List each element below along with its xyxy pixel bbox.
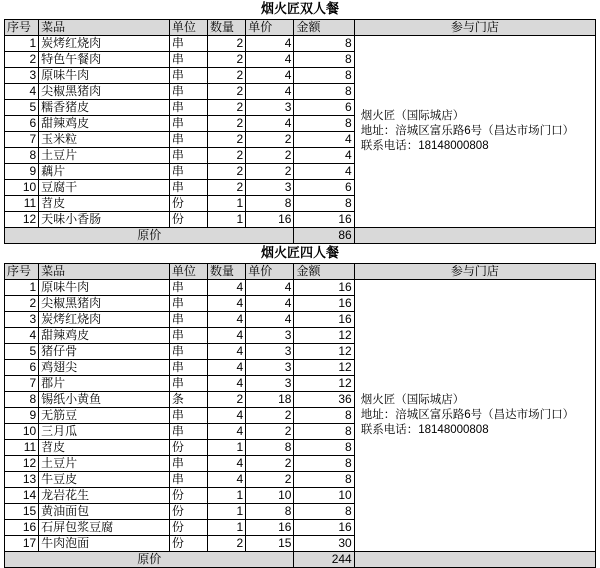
cell-index: 14 [5,488,39,504]
cell-index: 7 [5,132,39,148]
cell-index: 2 [5,296,39,312]
cell-index: 3 [5,68,39,84]
cell-price: 4 [246,280,294,296]
cell-dish: 苕皮 [39,196,170,212]
cell-qty: 4 [208,408,246,424]
cell-price: 4 [246,84,294,100]
cell-amount: 8 [294,196,354,212]
cell-price: 2 [246,164,294,180]
cell-price: 18 [246,392,294,408]
cell-dish: 甜辣鸡皮 [39,328,170,344]
cell-qty: 2 [208,68,246,84]
cell-unit: 串 [169,116,207,132]
column-header-qty: 数量 [208,20,246,36]
store-phone: 联系电话：18148000808 [360,424,489,436]
cell-index: 5 [5,100,39,116]
cell-dish: 尖椒黑猪肉 [39,84,170,100]
cell-dish: 牛肉泡面 [39,536,170,552]
cell-price: 4 [246,52,294,68]
cell-index: 12 [5,212,39,228]
cell-price: 3 [246,328,294,344]
table-row [5,280,596,296]
cell-dish: 土豆片 [39,148,170,164]
cell-qty: 4 [208,280,246,296]
cell-unit: 串 [169,100,207,116]
table-header-row [5,264,596,280]
cell-price: 2 [246,472,294,488]
cell-price: 4 [246,116,294,132]
cell-qty: 2 [208,116,246,132]
cell-unit: 串 [169,472,207,488]
cell-dish: 原味牛肉 [39,68,170,84]
cell-unit: 串 [169,344,207,360]
cell-qty: 2 [208,180,246,196]
cell-dish: 原味牛肉 [39,280,170,296]
table-header-2 [5,264,596,280]
cell-dish: 玉米粒 [39,132,170,148]
cell-qty: 1 [208,504,246,520]
column-header-index: 序号 [5,264,39,280]
cell-price: 2 [246,408,294,424]
cell-amount: 12 [294,360,354,376]
store-address: 地址：涪城区富乐路6号（昌达市场门口） [360,409,575,421]
cell-amount: 8 [294,52,354,68]
cell-unit: 份 [169,196,207,212]
cell-price: 10 [246,488,294,504]
cell-index: 6 [5,360,39,376]
cell-price: 8 [246,196,294,212]
cell-price: 4 [246,68,294,84]
cell-qty: 4 [208,328,246,344]
cell-qty: 2 [208,52,246,68]
cell-amount: 30 [294,536,354,552]
cell-price: 8 [246,504,294,520]
cell-unit: 份 [169,504,207,520]
cell-amount: 8 [294,408,354,424]
cell-index: 4 [5,84,39,100]
cell-amount: 6 [294,180,354,196]
column-header-price: 单价 [246,20,294,36]
cell-unit: 份 [169,440,207,456]
cell-price: 3 [246,376,294,392]
cell-price: 16 [246,520,294,536]
cell-dish: 糯香猪皮 [39,100,170,116]
cell-amount: 8 [294,504,354,520]
cell-price: 3 [246,344,294,360]
cell-amount: 6 [294,100,354,116]
store-address: 地址：涪城区富乐路6号（昌达市场门口） [360,125,575,137]
cell-qty: 1 [208,212,246,228]
store-name: 烟火匠（国际城店） [360,394,465,406]
cell-index: 5 [5,344,39,360]
cell-index: 10 [5,180,39,196]
cell-amount: 16 [294,280,354,296]
cell-price: 2 [246,132,294,148]
cell-unit: 串 [169,296,207,312]
column-header-unit: 单位 [169,20,207,36]
cell-dish: 豆腐干 [39,180,170,196]
cell-qty: 4 [208,424,246,440]
cell-unit: 串 [169,36,207,52]
cell-price: 8 [246,440,294,456]
cell-index: 1 [5,36,39,52]
cell-dish: 苕皮 [39,440,170,456]
cell-amount: 4 [294,148,354,164]
total-row [5,228,596,244]
cell-index: 2 [5,52,39,68]
cell-amount: 16 [294,296,354,312]
cell-dish: 锡纸小黄鱼 [39,392,170,408]
column-header-store: 参与门店 [354,264,595,280]
cell-amount: 8 [294,424,354,440]
total-value: 86 [294,228,354,244]
total-blank [354,552,595,568]
cell-price: 3 [246,100,294,116]
column-header-qty: 数量 [208,264,246,280]
cell-dish: 尖椒黑猪肉 [39,296,170,312]
column-header-store: 参与门店 [354,20,595,36]
cell-index: 11 [5,196,39,212]
cell-index: 9 [5,164,39,180]
cell-index: 4 [5,328,39,344]
cell-dish: 牛豆皮 [39,472,170,488]
cell-dish: 炭烤红烧肉 [39,312,170,328]
column-header-price: 单价 [246,264,294,280]
total-label: 原价 [5,552,294,568]
cell-qty: 2 [208,392,246,408]
cell-dish: 黄油面包 [39,504,170,520]
cell-qty: 4 [208,312,246,328]
cell-amount: 12 [294,328,354,344]
cell-index: 6 [5,116,39,132]
cell-unit: 串 [169,164,207,180]
cell-unit: 串 [169,52,207,68]
cell-qty: 1 [208,196,246,212]
cell-index: 15 [5,504,39,520]
cell-amount: 36 [294,392,354,408]
cell-amount: 8 [294,36,354,52]
cell-qty: 2 [208,84,246,100]
column-header-unit: 单位 [169,264,207,280]
cell-price: 4 [246,312,294,328]
section-title-1: 烟火匠双人餐 [260,1,339,16]
cell-store-info [354,36,595,228]
cell-unit: 串 [169,408,207,424]
cell-index: 17 [5,536,39,552]
cell-qty: 1 [208,440,246,456]
cell-amount: 8 [294,472,354,488]
cell-amount: 16 [294,520,354,536]
cell-dish: 天味小香肠 [39,212,170,228]
table-header-1 [5,20,596,36]
cell-qty: 2 [208,36,246,52]
cell-amount: 16 [294,212,354,228]
cell-qty: 4 [208,344,246,360]
cell-unit: 串 [169,148,207,164]
cell-amount: 4 [294,164,354,180]
cell-dish: 炭烤红烧肉 [39,36,170,52]
store-name: 烟火匠（国际城店） [360,110,465,122]
cell-index: 9 [5,408,39,424]
cell-unit: 条 [169,392,207,408]
cell-unit: 份 [169,488,207,504]
cell-dish: 三月瓜 [39,424,170,440]
cell-dish: 龙岩花生 [39,488,170,504]
cell-unit: 串 [169,456,207,472]
cell-unit: 份 [169,536,207,552]
cell-store-info [354,280,595,552]
column-header-dish: 菜品 [39,264,170,280]
cell-amount: 8 [294,68,354,84]
cell-unit: 串 [169,376,207,392]
cell-dish: 特色午餐肉 [39,52,170,68]
cell-unit: 串 [169,360,207,376]
cell-dish: 郡片 [39,376,170,392]
cell-price: 15 [246,536,294,552]
cell-amount: 16 [294,312,354,328]
cell-dish: 藕片 [39,164,170,180]
cell-price: 4 [246,296,294,312]
column-header-dish: 菜品 [39,20,170,36]
cell-qty: 4 [208,472,246,488]
menu-table-2 [4,263,596,568]
cell-unit: 份 [169,212,207,228]
cell-unit: 串 [169,132,207,148]
cell-dish: 土豆片 [39,456,170,472]
cell-unit: 串 [169,424,207,440]
cell-price: 16 [246,212,294,228]
cell-unit: 串 [169,328,207,344]
cell-amount: 4 [294,132,354,148]
cell-qty: 2 [208,164,246,180]
cell-qty: 1 [208,488,246,504]
cell-qty: 4 [208,296,246,312]
column-header-index: 序号 [5,20,39,36]
cell-price: 3 [246,180,294,196]
menu-table-1 [4,19,596,244]
cell-dish: 鸡翅尖 [39,360,170,376]
cell-qty: 4 [208,376,246,392]
cell-price: 2 [246,424,294,440]
cell-index: 16 [5,520,39,536]
total-value: 244 [294,552,354,568]
cell-amount: 8 [294,116,354,132]
cell-price: 4 [246,36,294,52]
cell-unit: 份 [169,520,207,536]
cell-unit: 串 [169,68,207,84]
cell-unit: 串 [169,180,207,196]
cell-amount: 12 [294,344,354,360]
table-header-row [5,20,596,36]
cell-unit: 串 [169,312,207,328]
cell-dish: 猪仔骨 [39,344,170,360]
cell-amount: 12 [294,376,354,392]
cell-index: 12 [5,456,39,472]
cell-index: 10 [5,424,39,440]
cell-index: 8 [5,148,39,164]
cell-amount: 8 [294,440,354,456]
section-title-2: 烟火匠四人餐 [260,245,339,260]
cell-unit: 串 [169,84,207,100]
total-label: 原价 [5,228,294,244]
cell-qty: 2 [208,132,246,148]
cell-dish: 石屏包浆豆腐 [39,520,170,536]
cell-qty: 2 [208,148,246,164]
cell-dish: 甜辣鸡皮 [39,116,170,132]
cell-index: 13 [5,472,39,488]
cell-qty: 4 [208,360,246,376]
cell-price: 2 [246,148,294,164]
cell-price: 2 [246,456,294,472]
table-body-2 [5,280,596,568]
total-row [5,552,596,568]
cell-dish: 无筋豆 [39,408,170,424]
cell-price: 3 [246,360,294,376]
cell-qty: 2 [208,536,246,552]
cell-index: 1 [5,280,39,296]
cell-index: 7 [5,376,39,392]
cell-amount: 8 [294,456,354,472]
cell-amount: 8 [294,84,354,100]
cell-index: 3 [5,312,39,328]
cell-unit: 串 [169,280,207,296]
cell-qty: 1 [208,520,246,536]
column-header-amount: 金额 [294,20,354,36]
total-blank [354,228,595,244]
cell-qty: 4 [208,456,246,472]
store-phone: 联系电话：18148000808 [360,140,489,152]
cell-amount: 10 [294,488,354,504]
cell-qty: 2 [208,100,246,116]
cell-index: 11 [5,440,39,456]
cell-index: 8 [5,392,39,408]
column-header-amount: 金额 [294,264,354,280]
table-row [5,36,596,52]
table-body-1 [5,36,596,244]
